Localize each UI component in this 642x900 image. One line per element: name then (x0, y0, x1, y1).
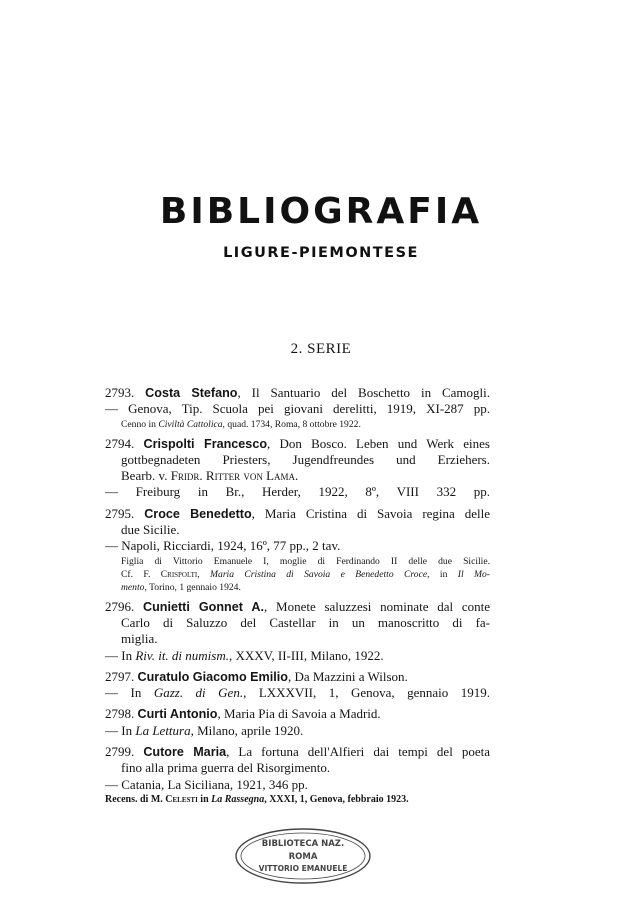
review-text: in (197, 793, 212, 805)
entry-note (105, 568, 490, 581)
imprint-prefix: — In (105, 647, 136, 663)
entry-imprint (105, 648, 490, 664)
series-heading: 2. SERIE (290, 341, 352, 357)
entry-author: Curti Antonio (137, 707, 218, 722)
review-author: Celesti (165, 793, 198, 805)
entry-line (105, 744, 490, 760)
entry-author: Crispolti Francesco (143, 436, 268, 451)
entry-line (105, 599, 490, 615)
entry-title: , Maria Pia di Savoia a Madrid. (217, 706, 381, 722)
note-text: Cf. F. (121, 568, 161, 580)
entry-author: Croce Benedetto (144, 506, 252, 521)
note-text: , Torino, 1 gennaio 1924. (144, 581, 241, 593)
entry-title: , Da Mazzini a Wilson. (287, 668, 408, 684)
entry-line (105, 706, 490, 722)
review-journal: La Rassegna (211, 793, 265, 805)
note-journal: Civiltà Cattolica (158, 418, 223, 430)
note-author: Crispolti (160, 568, 198, 580)
entry-imprint: — Napoli, Ricciardi, 1924, 16º, 77 pp., 2 tav. (105, 538, 341, 554)
note-text: , (197, 568, 211, 580)
entry-title-cont: Carlo di Saluzzo del Castellar in un manoscritto di fa- (121, 614, 490, 630)
entry-author: Cunietti Gonnet A. (142, 599, 265, 614)
stamp-line-3: VITTORIO EMANUELE (258, 864, 348, 873)
editor-prefix: Bearb. v. (121, 468, 171, 484)
entry-imprint (105, 723, 490, 739)
note-journal: Il Mo- (457, 568, 491, 580)
entry-imprint: — Catania, La Siciliana, 1921, 346 pp. (105, 776, 308, 792)
imprint-details: , XXXV, II-III, Milano, 1922. (228, 647, 384, 663)
imprint-journal: La Lettura (135, 722, 191, 738)
entry-note (105, 581, 490, 594)
note-title: Maria Cristina di Savoia e Benedetto Croce (210, 568, 428, 580)
entry-line (105, 436, 490, 452)
entry-2793 (105, 385, 490, 431)
entry-number: 2796. (105, 598, 135, 614)
entry-number: 2794. (105, 435, 135, 451)
entry-title: , Don Bosco. Leben und Werk eines (267, 435, 490, 451)
entry-line (105, 669, 490, 685)
entry-title-cont: due Sicilie. (121, 522, 180, 538)
entry-imprint: — Freiburg in Br., Herder, 1922, 8º, VIII 332 pp. (105, 484, 490, 500)
entry-imprint: — Genova, Tip. Scuola pei giovani derelitti, 1919, XI-287 pp. (105, 401, 490, 417)
entry-2799 (105, 744, 490, 807)
entry-review (105, 793, 490, 807)
entry-note: Figlia di Vittorio Emanuele I, moglie di Ferdinando II delle due Sicilie. (121, 555, 490, 567)
entry-editor (105, 468, 490, 484)
library-stamp (233, 826, 373, 886)
entry-title: , Monete saluzzesi nominate dal conte (264, 598, 490, 614)
entry-number: 2799. (105, 744, 135, 760)
entry-author: Curatulo Giacomo Emilio (137, 669, 288, 684)
note-text: Cenno in (121, 418, 159, 430)
entry-line (105, 385, 490, 401)
entry-title-cont: gottbegnadeten Priesters, Jugendfreundes und Erziehers. (121, 451, 490, 467)
page-title: BIBLIOGRAFIA (159, 191, 483, 232)
stamp-line-2: ROMA (288, 852, 318, 862)
review-text: Recens. di M. (105, 793, 166, 805)
note-text: , in (427, 568, 458, 580)
entry-2797 (105, 669, 490, 702)
entry-2798 (105, 706, 490, 739)
imprint-details: , Milano, aprile 1920. (190, 722, 304, 738)
stamp-line-1: BIBLIOTECA NAZ. (261, 839, 345, 849)
review-text: , XXXI, 1, Genova, febbraio 1923. (264, 793, 409, 805)
editor-suffix: . (295, 468, 299, 484)
entry-number: 2793. (105, 385, 135, 400)
note-text: , quad. 1734, Roma, 8 ottobre 1922. (222, 418, 361, 430)
entry-2794 (105, 436, 490, 501)
page-subtitle: LIGURE-PIEMONTESE (223, 245, 419, 261)
entry-number: 2795. (105, 505, 135, 521)
entry-imprint (105, 685, 490, 701)
note-journal: mento (121, 581, 145, 593)
imprint-prefix: — In (105, 722, 136, 738)
editor-name: Fridr. Ritter von Lama (170, 468, 296, 484)
imprint-journal: Gazz. di Gen. (153, 685, 244, 701)
entry-title-cont: fino alla prima guerra del Risorgimento. (121, 760, 331, 776)
entry-title: , La fortuna dell'Alfieri dai tempi del poeta (226, 744, 491, 760)
imprint-prefix: — In (105, 685, 154, 701)
entry-note (105, 418, 490, 431)
entry-author: Costa Stefano (145, 386, 238, 400)
entry-number: 2797. (105, 668, 135, 684)
entry-title-cont: miglia. (121, 631, 158, 647)
imprint-details: , LXXXVII, 1, Genova, gennaio 1919. (243, 685, 490, 701)
imprint-journal: Riv. it. di numism. (135, 647, 229, 663)
entry-title: , Maria Cristina di Savoia regina delle (251, 505, 491, 521)
entry-2795 (105, 506, 490, 594)
bibliography-list (105, 385, 490, 812)
entry-2796 (105, 599, 490, 664)
entry-number: 2798. (105, 706, 135, 722)
entry-line (105, 506, 490, 522)
entry-author: Cutore Maria (143, 745, 227, 760)
entry-title: , Il Santuario del Boschetto in Camogli. (237, 385, 491, 400)
